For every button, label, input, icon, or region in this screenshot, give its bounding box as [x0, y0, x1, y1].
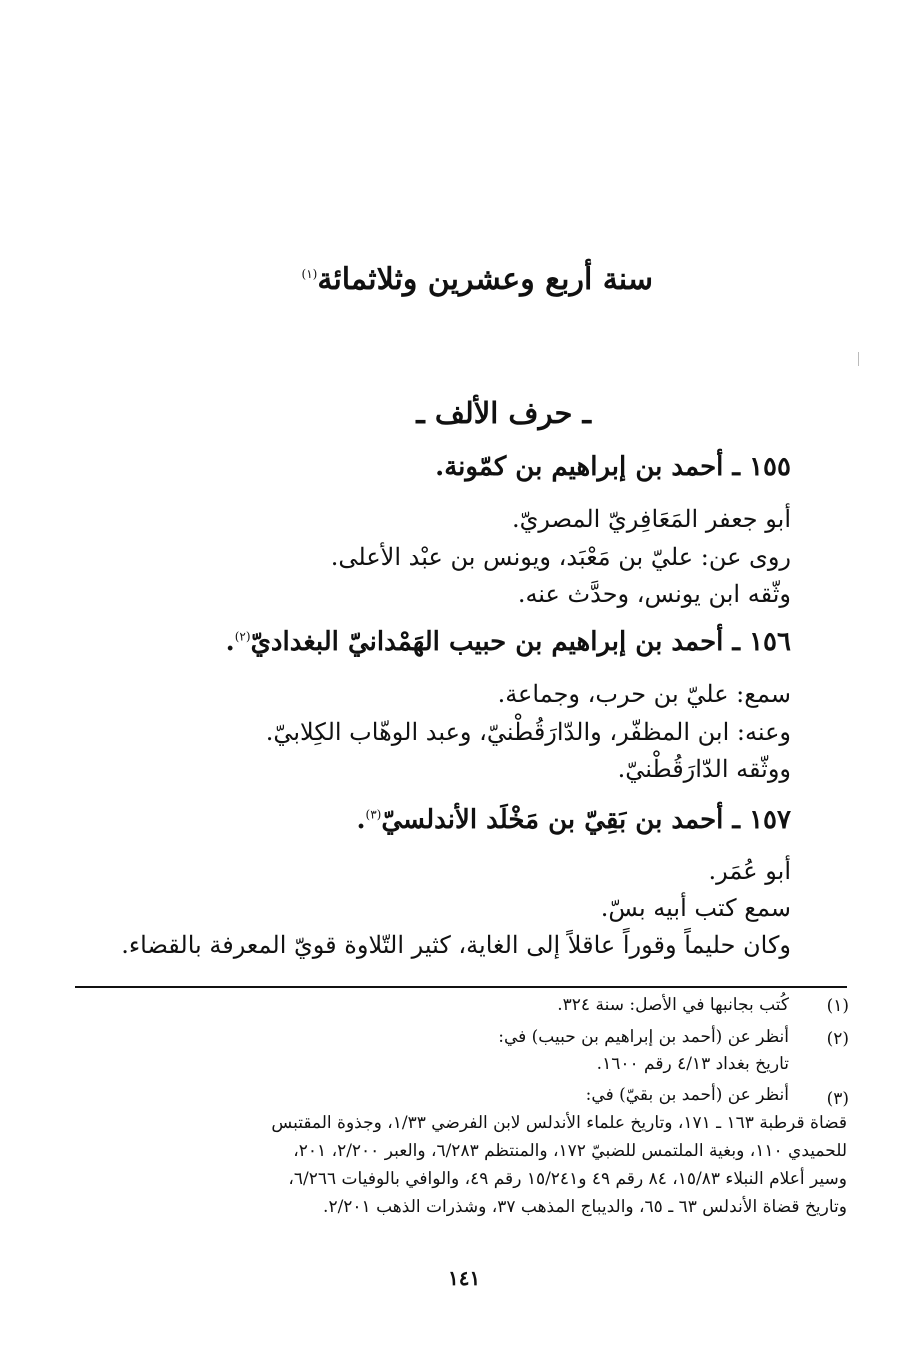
entry-heading: ١٥٧ ـ أحمد بن بَقِيّ بن مَخْلَد الأندلسيّ$^{(٣)}$. [356, 805, 791, 835]
footnote-marker: (٣) [365, 807, 382, 822]
entry-line: وعنه: ابن المظفّر، والدّارَقُطْنيّ، وعبد الوهّاب الكِلابيّ. [265, 718, 791, 746]
entry-line: وثّقه ابن يونس، وحدَّث عنه. [517, 580, 791, 608]
entry-line: سمع كتب أبيه بسّ. [600, 894, 791, 922]
footnote-marker: (١) [301, 267, 318, 281]
footnote-number: (٢) [826, 1029, 849, 1049]
entry-line: ووثّقه الدّارَقُطْنيّ. [617, 755, 791, 783]
entry-line: أبو عُمَر. [708, 857, 791, 885]
footnote-line: وتاريخ قضاة الأندلس ٦٣ ـ ٦٥، والديباج المذهب ٣٧، وشذرات الذهب ٢/٢٠١. [323, 1197, 847, 1217]
entry-line: سمع: عليّ بن حرب، وجماعة. [497, 680, 791, 708]
footnote-separator [75, 986, 847, 988]
entry-line: أبو جعفر المَعَافِريّ المصريّ. [512, 505, 791, 533]
footnote-line: تاريخ بغداد ٤/١٣ رقم ١٦٠٠. [596, 1054, 789, 1074]
chapter-title: سنة أربع وعشرين وثلاثمائة$^{(١)}$ [301, 262, 653, 297]
footnote-marker: (٢) [234, 629, 251, 644]
entry-line: روى عن: عليّ بن مَعْبَد، ويونس بن عبْد الأعلى. [330, 543, 791, 571]
section-heading: ـ حرف الألف ـ [416, 396, 591, 430]
footnote-line: أنظر عن (أحمد بن إبراهيم بن حبيب) في: [498, 1027, 789, 1047]
entry-line: وكان حليماً وقوراً عاقلاً إلى الغاية، كثير التّلاوة قويّ المعرفة بالقضاء. [121, 931, 791, 959]
entry-heading: ١٥٥ ـ أحمد بن إبراهيم بن كمّونة. [435, 452, 791, 482]
footnote-number: (٣) [826, 1089, 849, 1109]
footnote-line: للحميدي ١١٠، وبغية الملتمس للضبيّ ١٧٢، والمنتظم ٦/٢٨٣، والعبر ٢/٢٠٠، ٢٠١، [293, 1141, 847, 1161]
footnote-number: (١) [826, 996, 849, 1016]
margin-mark [858, 352, 859, 366]
footnote-line: قضاة قرطبة ١٦٣ ـ ١٧١، وتاريخ علماء الأندلس لابن الفرضي ١/٣٣، وجذوة المقتبس [271, 1113, 847, 1133]
entry-heading: ١٥٦ ـ أحمد بن إبراهيم بن حبيب الهَمْدانيّ البغداديّ$^{(٢)}$. [225, 627, 791, 657]
footnote-line: وسير أعلام النبلاء ١٥/٨٣، ٨٤ رقم ٤٩ و١٥/٢٤١ رقم ٤٩، والوافي بالوفيات ٦/٢٦٦، [288, 1169, 847, 1189]
page-number: ١٤١ [448, 1266, 481, 1290]
footnote-line: أنظر عن (أحمد بن بقيّ) في: [585, 1085, 789, 1105]
footnote-line: كُتب بجانبها في الأصل: سنة ٣٢٤. [557, 995, 789, 1015]
